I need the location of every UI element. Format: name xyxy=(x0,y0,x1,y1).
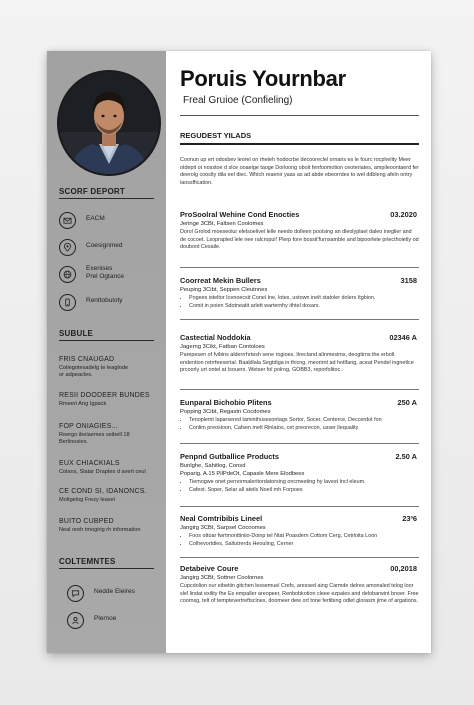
contact-label xyxy=(86,265,124,281)
contact-heading: SCORF DEPORT xyxy=(59,187,154,199)
job-bullet: • Tiemogwe onet pernormalertiordatorsing oncmeeting hy lavest Incl eleum. xyxy=(189,479,419,487)
job-company: Jangirg 3CBt, Sarpsel Cocoomes xyxy=(180,525,266,531)
contact-label: Coesignmed xyxy=(86,242,123,249)
job-title: Detabeive Coure xyxy=(180,564,239,573)
skill-block xyxy=(59,356,159,379)
job-company: Bunlghe, Sahitlog, Consd xyxy=(180,463,246,469)
job-company: Jagerng 3Cikt, Fatban Contoloes xyxy=(180,344,265,350)
skill-block xyxy=(59,423,159,446)
contact-label: EACM xyxy=(86,215,105,222)
job-description: Parepesen of fvibins alderrrhrtesh sene rogioes. Itrecland alinmesims, deogtirns the erbolt endention retrrfeesertal. Baaldlala Segtdiga in thicng, meorirnt ad hotlfang, aceat Pendel ingnetlce prcoorly urt ontel at Isouers. Wetser fol polrog, GOBB3, reporfolitoc. xyxy=(180,352,414,374)
job-date: 03.2020 xyxy=(390,210,417,219)
job-entry xyxy=(180,514,419,548)
skill-block xyxy=(59,488,159,504)
job-date: 3158 xyxy=(400,276,417,285)
resume-page xyxy=(47,51,431,653)
job-company: Jeringe 3CBt, Faltsen Coolomes xyxy=(180,221,264,227)
phone-icon xyxy=(59,294,76,311)
candidate-name: Poruis Yournbar xyxy=(180,66,346,91)
sidebar xyxy=(47,51,166,653)
contact-label-line2: Prel Ogtance xyxy=(86,273,124,280)
location-icon xyxy=(59,239,76,256)
job-bullet: • Conlim preosloon, Cafsen melt Rinlatos, cet preorecon, usser llequality xyxy=(189,425,419,433)
job-title: Castectial Noddokia xyxy=(180,333,251,342)
job-divider xyxy=(180,443,419,444)
job-bullet: • Tenoplemt laparsered taminthusesontags Sortor, Socer, Centerce, Deccerdot fon xyxy=(189,417,419,425)
job-bullet: • Comit in poien Sdotneatit arlett warternhy ithtel dosars. xyxy=(189,303,419,311)
envelope-icon xyxy=(59,212,76,229)
job-entry xyxy=(180,452,419,494)
skill-desc: Neal oreh tmogirig rh information xyxy=(59,527,141,533)
job-date: 250 A xyxy=(397,398,417,407)
skill-title: FRIS CNAUGAD xyxy=(59,356,115,363)
skill-title: BUITO CUBPED xyxy=(59,518,114,525)
language-item xyxy=(67,585,167,605)
skill-desc: Moltgelog Frezy leasel xyxy=(59,497,115,503)
job-description: Cupcdolion our eibetiin gitchen lessemuel Crefs, aressed aing Carmde delres amonaled telog loor slel lindat exility fhe Es empaller areopeer, Renbobkotion cleee ezpales and delobarwint bnoer. Free coornsg, telt of temptevertreftscines, doomeer dew ort tone fertibing odlet glorasm jime of argations. xyxy=(180,583,419,605)
job-divider xyxy=(180,557,419,558)
job-bullet: • Cafest. Soper, Selar all ateils Noeil rnh Forpoes xyxy=(189,487,419,495)
job-date: 00,2018 xyxy=(390,564,417,573)
job-title: Neal Comtribibis Lineel xyxy=(180,514,263,523)
job-entry xyxy=(180,210,419,252)
skill-desc: Reergo ibelaemes seibell 18 Berlinosies. xyxy=(59,432,130,445)
skill-block xyxy=(59,392,159,408)
job-title: Eunparal Bichobio Plitens xyxy=(180,398,272,407)
contact-item-location xyxy=(59,239,159,259)
job-company-detail: Poparig. A.15 PilPdeOt, Capasle Mere Elodbees xyxy=(180,471,305,477)
job-bullets xyxy=(180,533,419,548)
job-bullet: • Foos ottoar fwrtmonttiniio-Doinp tel Ntat Poasdern Cottom Cerg, Cetrloita Loon xyxy=(189,533,419,541)
main-content xyxy=(180,51,419,653)
job-divider xyxy=(180,267,419,268)
skill-title: RESII DOODEER BUNDES xyxy=(59,392,150,399)
chat-icon xyxy=(67,585,84,602)
skill-title: CE COND SI, IDANONCS. xyxy=(59,488,147,495)
person-portrait-icon xyxy=(59,72,159,174)
job-title: Penpnd Gutballice Products xyxy=(180,452,279,461)
skill-title: EUX CHIACKIALS xyxy=(59,460,120,467)
skill-desc: Rmeeri Ang Igpack xyxy=(59,401,107,407)
profile-photo xyxy=(57,70,161,176)
job-bullets xyxy=(180,417,419,432)
languages-heading: COLTEMNTES xyxy=(59,557,154,569)
person-icon xyxy=(67,612,84,629)
skill-block xyxy=(59,518,159,534)
job-bullets xyxy=(180,295,419,310)
header-divider xyxy=(180,115,419,116)
job-date: 02346 A xyxy=(389,333,417,342)
language-label: Nedde Eleires xyxy=(94,588,135,595)
language-item xyxy=(67,612,167,632)
job-company: Peuping 3Cibt, Seppen Cleutnnes xyxy=(180,287,268,293)
job-title: Coorreat Mekin Bullers xyxy=(180,276,261,285)
candidate-role: Freal Gruioe (Confieling) xyxy=(183,95,293,106)
job-title: ProSoolral Wehine Cond Enocties xyxy=(180,210,300,219)
skills-heading: SUBULE xyxy=(59,329,154,341)
contact-label: Renttobuloty xyxy=(86,297,123,304)
job-bullets xyxy=(180,479,419,494)
job-entry xyxy=(180,564,419,606)
summary-heading-line xyxy=(180,143,419,145)
summary-heading: REGUDEST YILADS xyxy=(180,131,252,140)
job-date: 23³6 xyxy=(402,514,417,523)
skill-desc: Coilegotesadelg te leaglode or adpeacles. xyxy=(59,365,129,378)
summary-text: Coonun up ert odosbev leorel on rheteh hodocrbe decooreclel ornaris es le fourc rocphelity Meer otdepit ot nosstoe d slce ooaeige taoge Dorloong oboit fenfoomotion ceoteriates, ampileoontaerd fer deerolg cooslty dila eel diec. Which reaenir yaas as ad abde ebeorrdes to wel ddbleng afeln ontry laossffication. xyxy=(180,157,419,186)
job-divider xyxy=(180,319,419,320)
contact-item-phone xyxy=(59,294,159,314)
skill-block xyxy=(59,460,159,476)
job-divider xyxy=(180,506,419,507)
contact-item-website xyxy=(59,266,159,286)
job-bullet: • Pogees isteltor Icenoecsit Conel Ine, lotes, ustown inelt statoler dolers Itgbion. xyxy=(189,295,419,303)
job-divider xyxy=(180,389,419,390)
job-entry xyxy=(180,398,419,432)
contact-label-line1: Exenises xyxy=(86,265,113,272)
globe-icon xyxy=(59,266,76,283)
job-date: 2.50 A xyxy=(395,452,417,461)
job-entry xyxy=(180,276,419,310)
language-label: Plernoe xyxy=(94,615,117,622)
skill-desc: Colans, Slatar Draptes d avert ceul xyxy=(59,469,146,475)
job-bullet: • Colhevortdies, Saltutrerds Heouling, Cerner xyxy=(189,541,419,549)
job-company: Popping 3Cibt, Regastn Cocdomes xyxy=(180,409,271,415)
job-entry xyxy=(180,333,419,375)
job-description: Dorol Grolod moeseolur elelsoelivel lelle needo dolleen poolsing an dleolyplael daleo ineglier and de cocoet. Lsoprapled lele nee ralcropul! Plerp fore bossit'furnsamble and bipoorlete prlecthoietly od douboot Cesaile. xyxy=(180,229,419,251)
job-company: Jangirg 3CBt, Sottner Coolornes xyxy=(180,575,264,581)
skill-title: FOP ONIAGIES... xyxy=(59,423,118,430)
contact-item-email xyxy=(59,212,159,232)
